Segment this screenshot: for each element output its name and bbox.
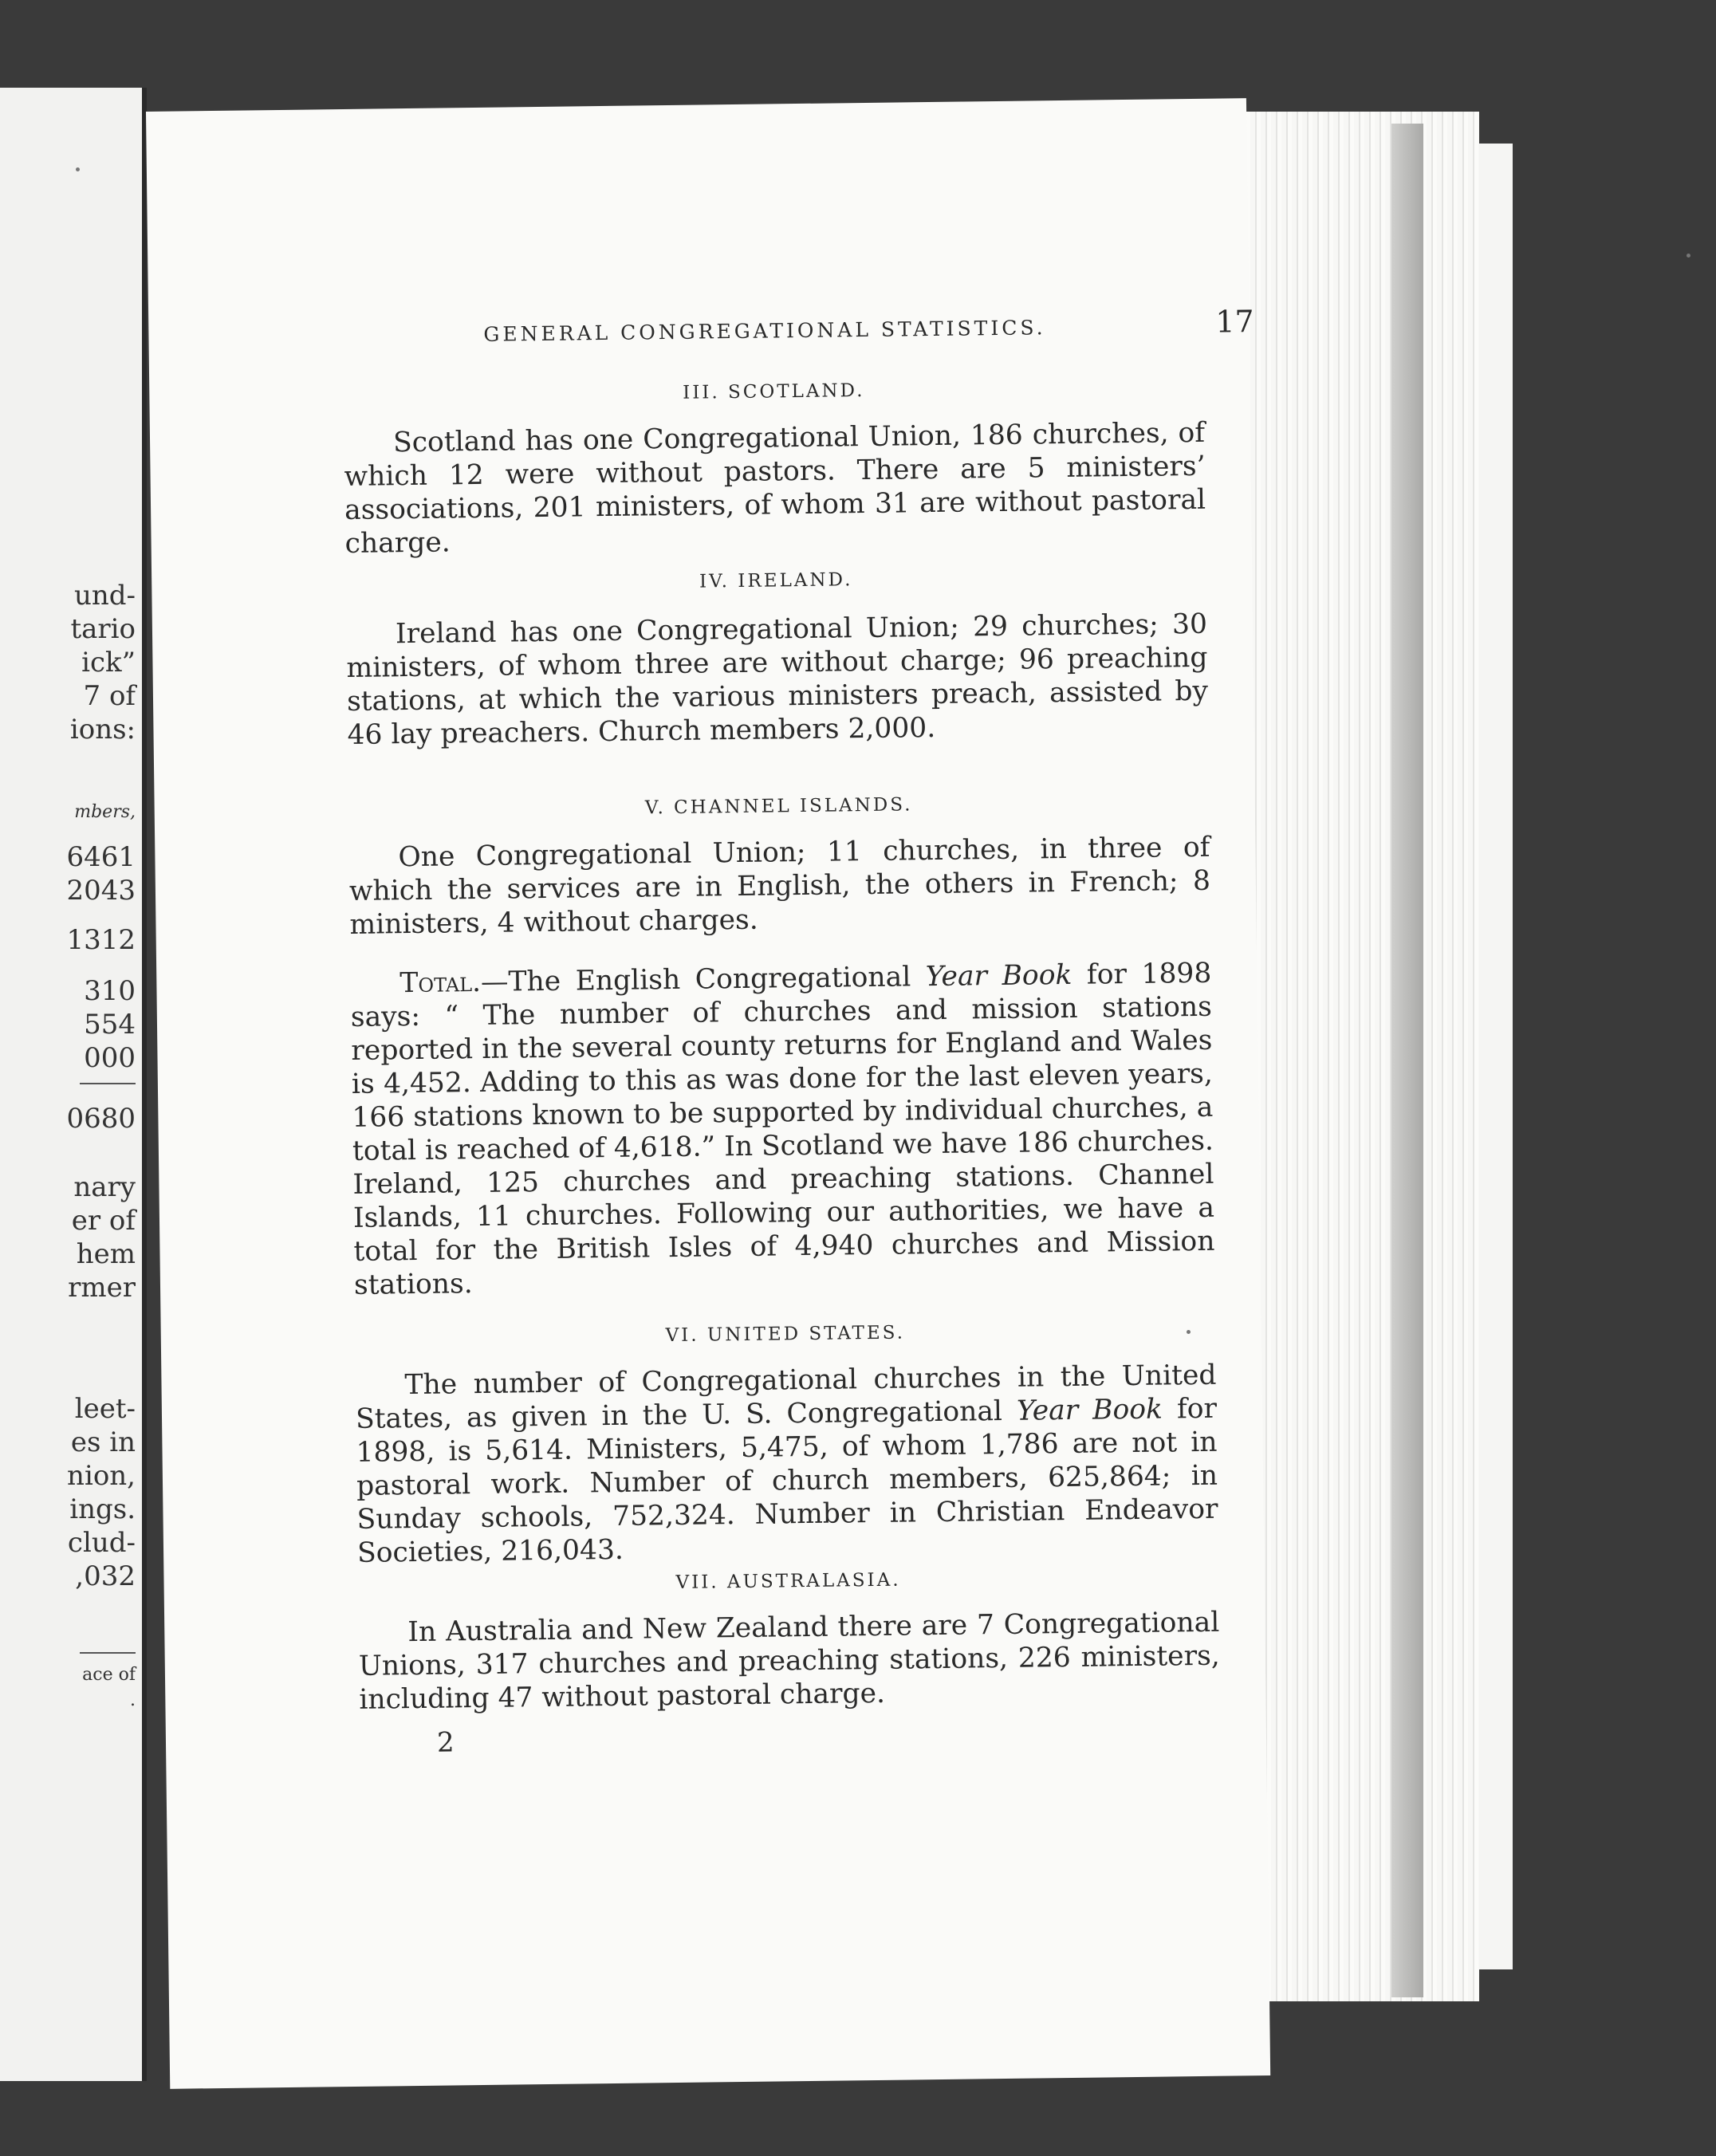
left-fragment: rmer [68, 1272, 136, 1304]
left-fragment: ings. [69, 1493, 136, 1525]
left-fragment: ace of [82, 1665, 136, 1685]
running-head [340, 304, 1254, 363]
left-fragment: 6461 [66, 841, 136, 873]
left-rule [80, 1652, 136, 1654]
left-fragment: ,032 [75, 1560, 136, 1592]
section-heading-ireland: IV. IRELAND. [699, 569, 853, 592]
left-fragment: clud- [67, 1527, 136, 1559]
dust-speck [1187, 1330, 1191, 1334]
left-fragment: leet- [74, 1393, 136, 1425]
total-lead: Total. [399, 966, 482, 1000]
page-edges-shadow [1391, 124, 1423, 1997]
section-heading-channel-islands: V. CHANNEL ISLANDS. [644, 794, 913, 819]
left-fragment: hem [76, 1238, 136, 1270]
page-number: 17 [1215, 304, 1254, 340]
left-fragment: 0680 [66, 1103, 136, 1135]
back-cover-edge [1479, 144, 1513, 1969]
left-fragment: . [130, 1690, 136, 1710]
left-fragment: 554 [84, 1009, 136, 1041]
left-fragment: ick” [81, 647, 136, 679]
left-facing-page [0, 88, 147, 2081]
left-fragment: 7 of [83, 680, 136, 712]
left-rule [80, 1083, 136, 1084]
left-fragment: mbers, [74, 802, 136, 822]
left-fragment: er of [71, 1205, 136, 1237]
left-fragment: ions: [69, 714, 136, 746]
paragraph-total [350, 957, 1215, 1302]
year-book-title: Year Book [925, 958, 1072, 993]
paragraph-australasia [358, 1606, 1220, 1717]
book-page [146, 98, 1270, 2089]
left-fragment: nion, [67, 1460, 136, 1492]
left-fragment: tario [70, 613, 136, 645]
paragraph-channel-islands [348, 831, 1210, 942]
paragraph-text: The number of Congregational churches in the United States, as given in the U. S. Congregational [355, 1359, 1217, 1435]
page-title: GENERAL CONGREGATIONAL STATISTICS. [483, 316, 1046, 346]
left-fragment: und- [73, 580, 136, 612]
page-edges [1240, 112, 1479, 2001]
left-fragment: 310 [84, 975, 136, 1007]
paragraph-text: for 1898 says: “ The number of churches and mission stations reported in the several county returns for England and Wales is 4,452. Adding to this as was done for the last eleven years, 166 stations known to be supported by individual churches, a total is reached of 4,618.” In Scotland we have 186 churches. Ireland, 125 churches and preaching stations. Channel Islands, 11 churches. Following our authorities, we have a total for the British Isles of 4,940 churches and Mission stations. [350, 957, 1215, 1301]
paragraph-scotland [344, 416, 1206, 561]
paragraph-text: Scotland has one Congregational Union, 186 churches, of which 12 were without pastors. There are 5 ministers’ associations, 201 ministers, of whom 31 are without pastoral charge. [344, 416, 1206, 560]
paragraph-text: for 1898, is 5,614. Ministers, 5,475, of whom 1,786 are not in pastoral work. Number of church members, 625,864; in Sunday schools, 752,324. Number in Christian Endeavor Societies, 216,043. [356, 1392, 1218, 1569]
signature-mark: 2 [436, 1726, 455, 1759]
paragraph-text: —The English Congregational [480, 961, 927, 998]
year-book-title: Year Book [1016, 1393, 1163, 1427]
paragraph-text: In Australia and New Zealand there are 7 Congregational Unions, 317 churches and preaching stations, 226 ministers, including 47 without pastoral charge. [358, 1606, 1221, 1716]
left-fragment: 2043 [66, 875, 136, 907]
dust-speck [1686, 254, 1690, 258]
paragraph-text: Ireland has one Congregational Union; 29 churches; 30 ministers, of whom three are without charge; 96 preaching stations, at which the various ministers preach, assisted by 46 lay preachers. Church members 2,000. [346, 608, 1209, 751]
left-fragment: 000 [84, 1042, 136, 1074]
section-heading-australasia: VII. AUSTRALASIA. [675, 1569, 901, 1594]
left-fragment: 1312 [66, 924, 136, 956]
left-fragment: es in [70, 1426, 136, 1458]
left-fragment: nary [73, 1171, 136, 1203]
paragraph-ireland [346, 608, 1209, 752]
dust-speck [76, 167, 80, 171]
paragraph-united-states [355, 1359, 1218, 1570]
section-heading-scotland: III. SCOTLAND. [683, 380, 865, 403]
paragraph-text: One Congregational Union; 11 churches, in three of which the services are in English, the others in French; 8 ministers, 4 without charges. [348, 831, 1211, 941]
section-heading-united-states: VI. UNITED STATES. [665, 1322, 906, 1347]
